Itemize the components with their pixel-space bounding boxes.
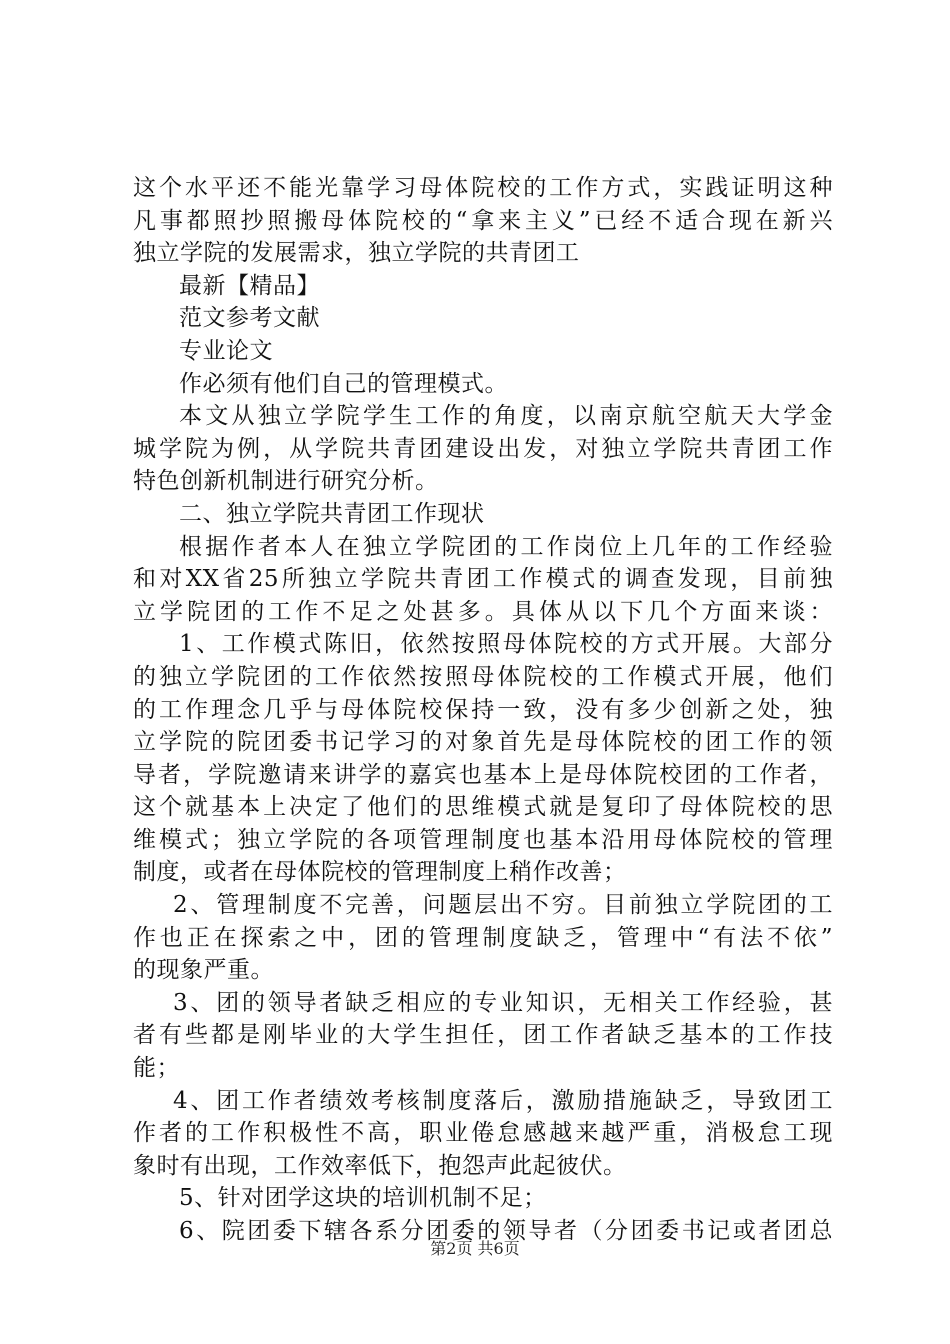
text-line: 和对XX省25所独立学院共青团工作模式的调查发现，目前独 [133,566,833,593]
text-line: 特色创新机制进行研究分析。 [133,468,439,495]
document-body [133,172,833,1248]
text-line: 作者的工作积极性不高，职业倦怠感越来越严重，消极怠工现 [133,1120,833,1147]
text-line: 制度，或者在母体院校的管理制度上稍作改善； [133,859,627,886]
text-line: 6、院团委下辖各系分团委的领导者（分团委书记或者团总 [179,1218,833,1244]
text-line: 5、针对团学这块的培训机制不足； [179,1185,547,1212]
text-line: 象时有出现，工作效率低下，抱怨声此起彼伏。 [133,1152,627,1179]
text-line: 的工作理念几乎与母体院校保持一致，没有多少创新之处，独 [133,696,833,723]
text-line: 范文参考文献 [179,305,320,332]
text-line: 最新【精品】 [179,272,320,299]
text-line: 维模式；独立学院的各项管理制度也基本沿用母体院校的管理 [133,826,833,853]
text-line: 的独立学院团的工作依然按照母体院校的工作模式开展，他们 [133,663,833,690]
text-line: 这个水平还不能光靠学习母体院校的工作方式，实践证明这种 [133,175,833,201]
text-line: 2、管理制度不完善，问题层出不穷。目前独立学院团的工 [173,892,833,919]
text-line: 独立学院的发展需求，独立学院的共青团工 [133,240,580,267]
text-line: 本文从独立学院学生工作的角度，以南京航空航天大学金 [179,403,833,430]
text-line: 作必须有他们自己的管理模式。 [179,370,508,397]
text-line: 这个就基本上决定了他们的思维模式就是复印了母体院校的思 [133,794,833,821]
text-line: 立学院的院团委书记学习的对象首先是母体院校的团工作的领 [133,729,833,756]
text-line: 立学院团的工作不足之处甚多。具体从以下几个方面来谈： [133,598,833,625]
text-line: 凡事都照抄照搬母体院校的“拿来主义”已经不适合现在新兴 [133,207,833,234]
page-footer: 第2页 共6页 [430,1239,520,1258]
text-line: 城学院为例，从学院共青团建设出发，对独立学院共青团工作 [133,435,833,462]
text-line: 者有些都是刚毕业的大学生担任，团工作者缺乏基本的工作技 [133,1022,833,1049]
text-line: 能； [133,1055,180,1082]
text-line: 根据作者本人在独立学院团的工作岗位上几年的工作经验 [179,533,833,560]
text-line: 4、团工作者绩效考核制度落后，激励措施缺乏，导致团工 [173,1087,833,1114]
text-line: 导者，学院邀请来讲学的嘉宾也基本上是母体院校团的工作者， [133,761,833,788]
text-line: 1、工作模式陈旧，依然按照母体院校的方式开展。大部分 [179,631,833,658]
text-line: 作也正在探索之中，团的管理制度缺乏，管理中“有法不依” [133,924,833,951]
text-line: 的现象严重。 [133,957,274,984]
text-line: 3、团的领导者缺乏相应的专业知识，无相关工作经验，甚 [173,989,833,1016]
section-heading: 二、独立学院共青团工作现状 [179,500,485,527]
text-line: 专业论文 [179,337,273,364]
